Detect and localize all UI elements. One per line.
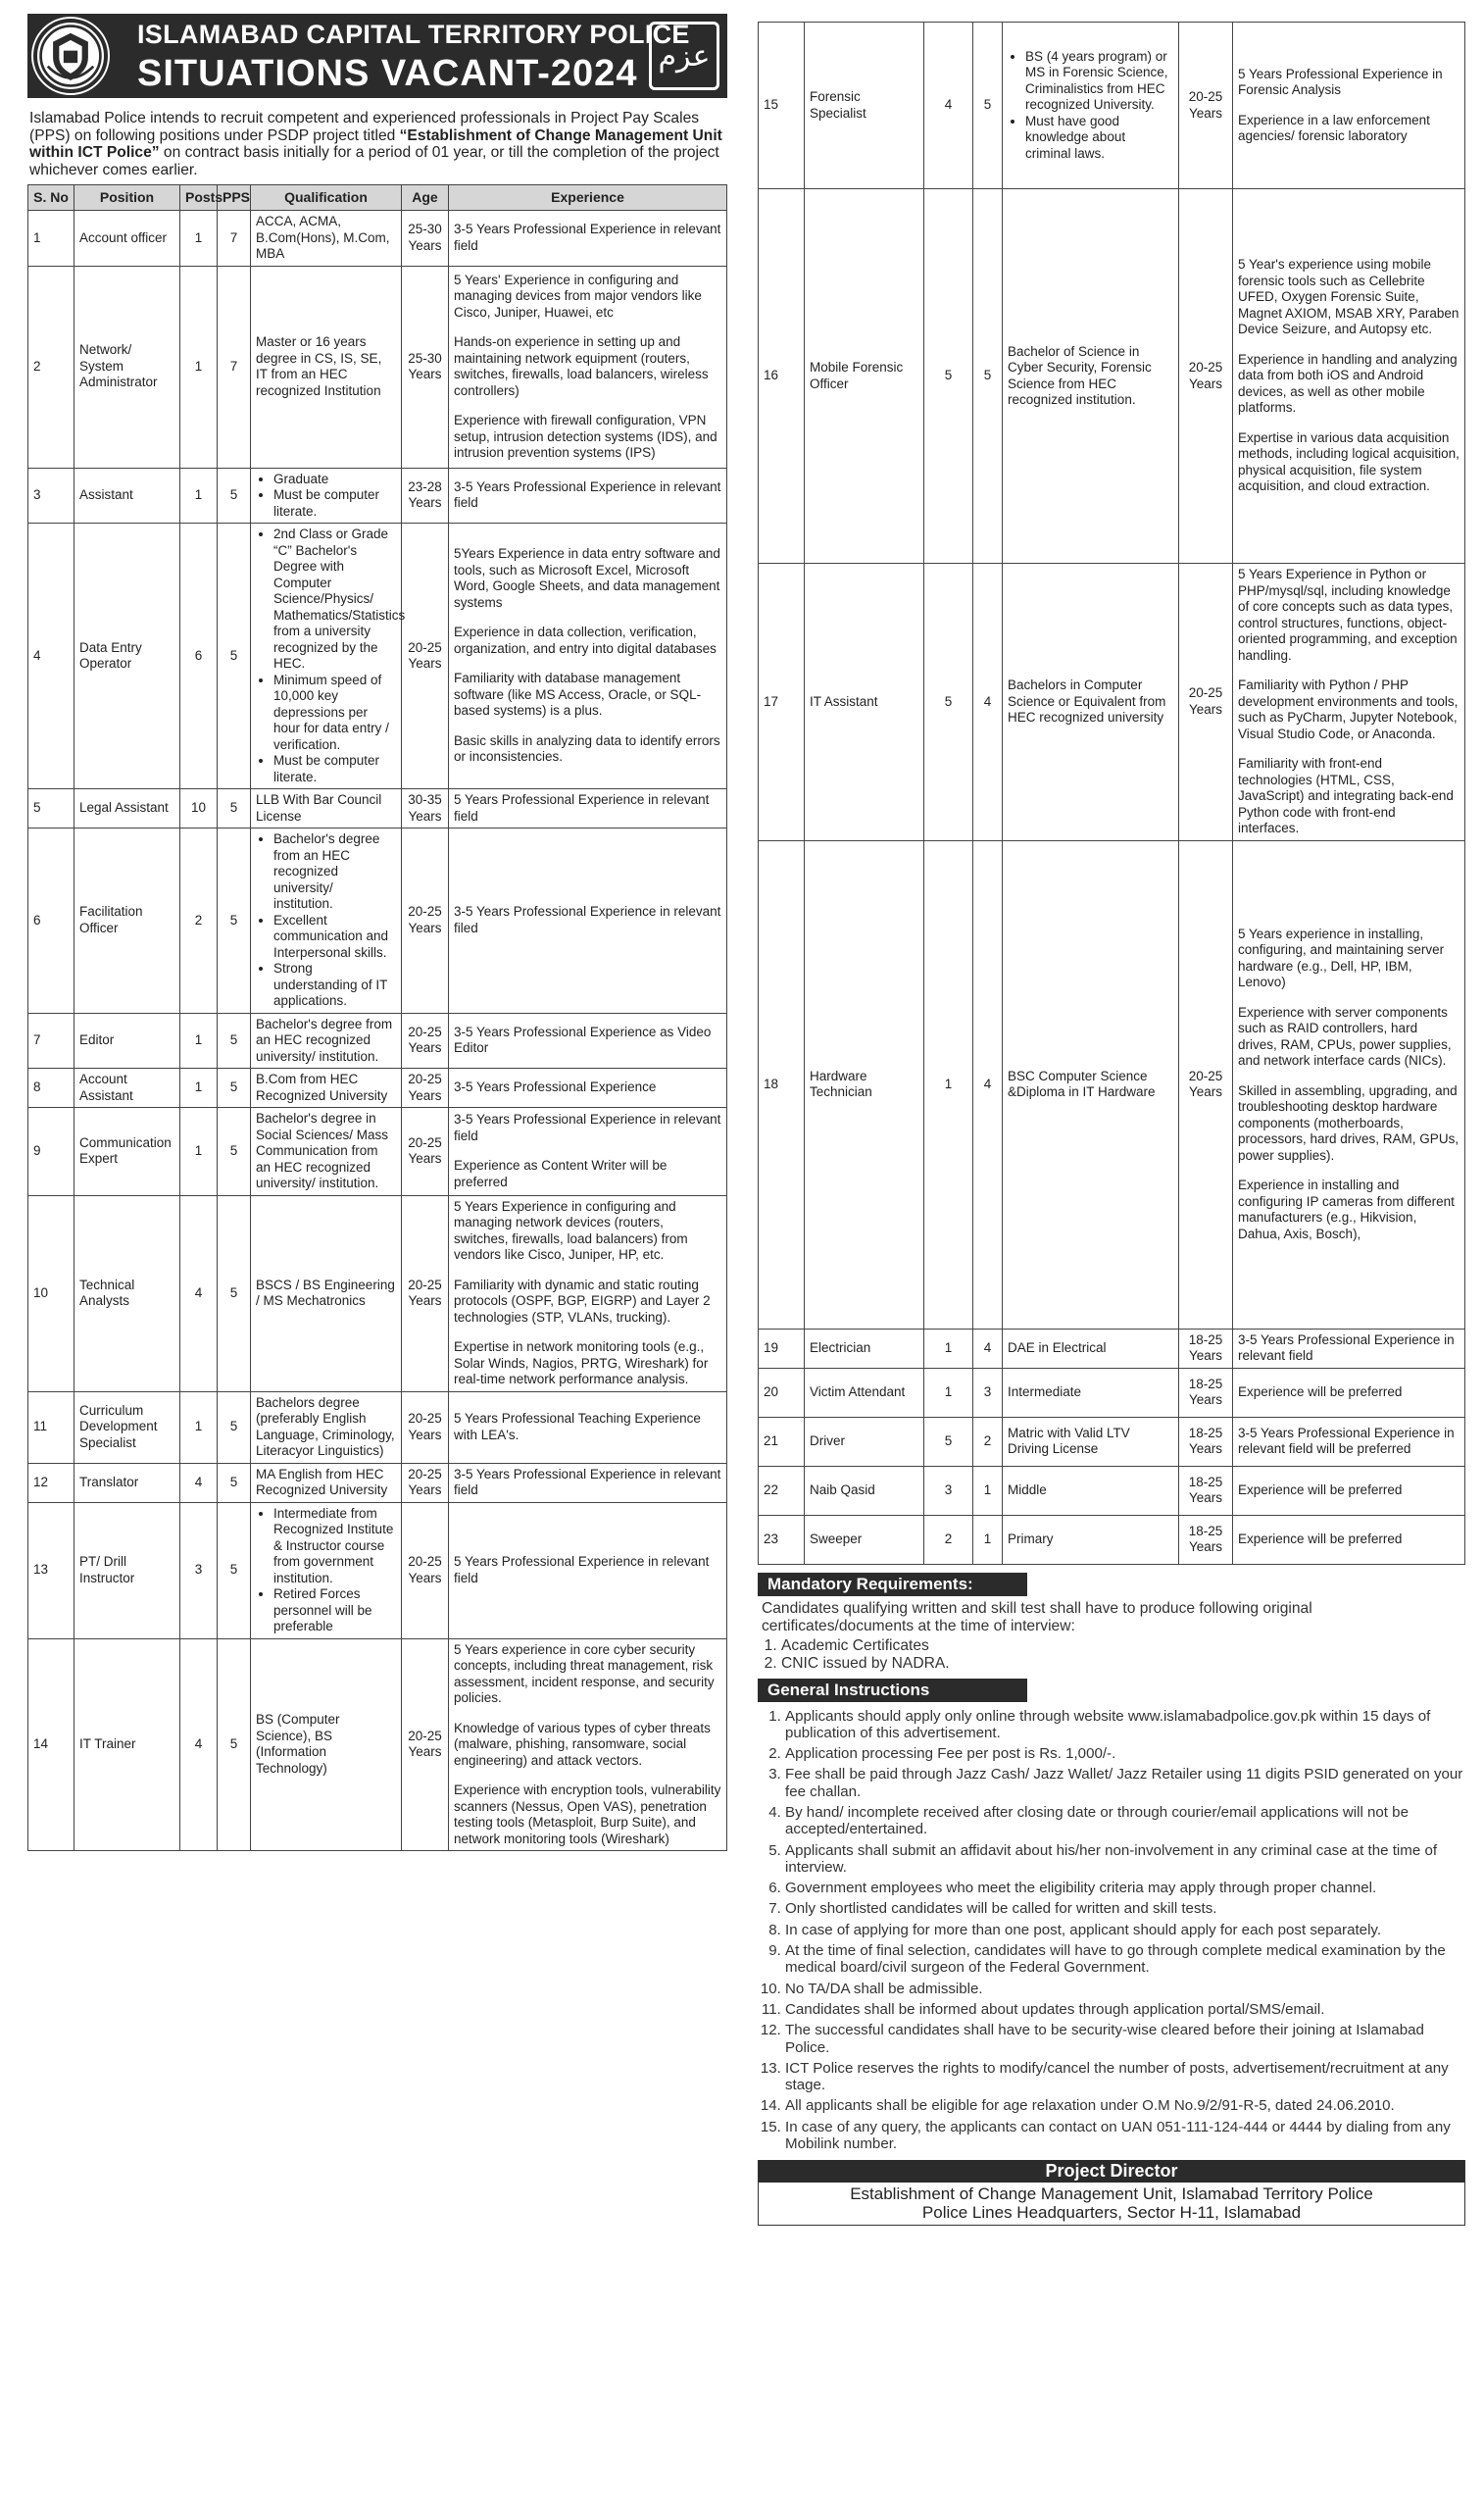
cell-sno: 22 [759,1466,805,1515]
general-title: General Instructions [758,1679,1027,1702]
header-subtitle: SITUATIONS VACANT-2024 [137,53,638,94]
cell-experience [449,266,727,468]
cell-experience [449,1463,727,1502]
instruction-item: 12. The successful candidates shall have to be security-wise cleared before their joining at Islamabad Police. [785,2022,1465,2056]
table-row [28,1463,727,1502]
cell-experience [1233,564,1465,841]
column-header: Posts [180,185,218,211]
table-row [28,1391,727,1463]
cell-position: Sweeper [805,1515,924,1564]
table-row [28,524,727,789]
experience-paragraph: 3-5 Years Professional Experience as Video Editor [454,1024,712,1056]
cell-pps: 1 [973,1515,1003,1564]
footer-block [758,2160,1465,2226]
cell-qualification: Bachelor of Science in Cyber Security, Forensic Science from HEC recognized institution. [1003,189,1179,564]
table-row [759,1515,1465,1564]
instruction-item: 3. Fee shall be paid through Jazz Cash/ Jazz Wallet/ Jazz Retailer using 11 digits PSID generated on your fee challan. [785,1766,1465,1800]
cell-posts: 5 [924,1417,973,1466]
cell-posts: 2 [180,828,218,1014]
cell-position: Data Entry Operator [74,524,180,789]
qualification-item: • Must be computer literate. [273,487,396,520]
cell-posts: 5 [924,564,973,841]
column-header: S. No [28,185,74,211]
cell-age: 23-28 Years [402,468,449,524]
cell-experience [449,789,727,828]
experience-paragraph: Experience will be preferred [1238,1531,1403,1546]
instruction-item: 14. All applicants shall be eligible for age relaxation under O.M No.9/2/91-R-5, dated 24.06.2010. [785,2097,1465,2114]
cell-posts: 1 [180,468,218,524]
instruction-item: 4. By hand/ incomplete received after closing date or through courier/email applications will not be accepted/entertained. [785,1804,1465,1838]
instruction-item: 7. Only shortlisted candidates will be called for written and skill tests. [785,1900,1465,1917]
header-banner [27,14,727,98]
qualification-list [256,472,396,521]
general-instructions [758,1702,1465,2153]
cell-position: IT Trainer [74,1638,180,1851]
table-row [28,1638,727,1851]
column-header: Qualification [251,185,402,211]
experience-paragraph: Familiarity with Python / PHP development environments and tools, such as PyCharm, Jupyter Notebook, Visual Studio Code, or Anaconda. [1238,678,1459,741]
table-row [759,840,1465,1329]
qualification-item: • Minimum speed of 10,000 key depressions per hour for data entry / verification. [273,673,396,754]
cell-qualification: Bachelors degree (preferably English Language, Criminology, Literacyor Linguistics) [251,1391,402,1463]
cell-position: Forensic Specialist [805,23,924,189]
cell-qualification: Primary [1003,1515,1179,1564]
cell-pps: 5 [973,23,1003,189]
experience-paragraph: Experience in data collection, verification, organization, and entry into digital databases [454,625,717,656]
experience-paragraph: 3-5 Years Professional Experience in relevant field [454,1112,721,1143]
cell-posts: 2 [924,1515,973,1564]
cell-sno: 5 [28,789,74,828]
cell-sno: 12 [28,1463,74,1502]
cell-posts: 1 [180,1391,218,1463]
experience-paragraph: Familiarity with front-end technologies (HTML, CSS, JavaScript) and integrating back-end Python code with front-end interfaces. [1238,756,1454,835]
table-row [28,1195,727,1391]
cell-age: 20-25 Years [402,1108,449,1196]
cell-age: 25-30 Years [402,266,449,468]
qualification-item: • Excellent communication and Interpersonal skills. [273,913,396,962]
cell-posts: 4 [180,1463,218,1502]
cell-pps: 5 [218,1108,251,1196]
footer-line-2: Police Lines Headquarters, Sector H-11, Islamabad [921,2203,1302,2223]
cell-experience [449,1391,727,1463]
experience-paragraph: Basic skills in analyzing data to identify errors or inconsistencies. [454,732,720,765]
cell-experience [1233,1515,1465,1564]
cell-position: Account Assistant [74,1069,180,1108]
table-row [28,266,727,468]
cell-position: Translator [74,1463,180,1502]
cell-qualification: Bachelor's degree in Social Sciences/ Mass Communication from an HEC recognized university/ institution. [251,1108,402,1196]
cell-posts: 1 [180,211,218,267]
cell-sno: 14 [28,1638,74,1851]
experience-paragraph: Experience as Content Writer will be preferred [454,1158,668,1189]
mandatory-item: 1. Academic Certificates [781,1637,1461,1655]
experience-paragraph: Skilled in assembling, upgrading, and troubleshooting desktop hardware components (motherboards, processors, hard drives, RAM, GPUs, power supplies). [1238,1082,1459,1163]
table-row [759,1417,1465,1466]
experience-paragraph: 3-5 Years Professional Experience in relevant field [454,478,721,511]
cell-pps: 3 [973,1368,1003,1417]
cell-pps: 7 [218,266,251,468]
qualification-item: • BS (4 years program) or MS in Forensic Science, Criminalistics from HEC recognized University. [1025,49,1173,114]
cell-experience [1233,23,1465,189]
table-row [759,1368,1465,1417]
cell-pps: 5 [218,1638,251,1851]
cell-qualification: ACCA, ACMA, B.Com(Hons), M.Com, MBA [251,211,402,267]
cell-posts: 1 [180,1013,218,1069]
column-header: PPS [218,185,251,211]
experience-paragraph: 5 Years Experience in Python or PHP/mysql/sql, including knowledge of core concepts such as data types, control structures, functions, object-oriented programming, and exception handling. [1238,567,1458,663]
cell-position: Mobile Forensic Officer [805,189,924,564]
cell-experience [449,211,727,267]
cell-qualification: BSCS / BS Engineering / MS Mechatronics [251,1195,402,1391]
cell-pps: 5 [218,1195,251,1391]
table-row [28,1069,727,1108]
intro-text-2: on contract basis initially for a period of 01 year, or till the completion of the project whichever comes earlier. [29,144,719,178]
cell-pps: 5 [973,189,1003,564]
column-header: Experience [449,185,727,211]
cell-pps: 5 [218,1463,251,1502]
table-row [28,1108,727,1196]
cell-pps: 4 [973,840,1003,1329]
mandatory-list [762,1637,1461,1673]
experience-paragraph: Knowledge of various types of cyber threats (malware, phishing, ransomware, social engineering) and attack vectors. [454,1720,711,1768]
cell-experience [449,1502,727,1638]
experience-paragraph: 3-5 Years Professional Experience in relevant field [454,1466,721,1497]
project-emblem: عزم [649,22,719,90]
right-column [758,22,1465,2226]
cell-experience [1233,189,1465,564]
qualification-list [1008,49,1173,163]
experience-paragraph: 5 Years experience in installing, configuring, and maintaining server hardware (e.g., Dell, HP, IBM, Lenovo) [1238,926,1445,990]
qualification-item: • Intermediate from Recognized Institute & Instructor course from government institution. [273,1506,396,1587]
instruction-item: 10. No TA/DA shall be admissible. [785,1981,1465,1997]
cell-qualification: BS (Computer Science), BS (Information Technology) [251,1638,402,1851]
cell-position: Victim Attendant [805,1368,924,1417]
cell-qualification: Bachelors in Computer Science or Equivalent from HEC recognized university [1003,564,1179,841]
cell-qualification: Matric with Valid LTV Driving License [1003,1417,1179,1466]
cell-sno: 7 [28,1013,74,1069]
experience-paragraph: 5 Years Experience in configuring and managing network devices (routers, switches, firewalls, load balancers) from vendors like Cisco, Juniper, HP, etc. [454,1198,688,1262]
cell-pps: 5 [218,1391,251,1463]
experience-paragraph: Expertise in network monitoring tools (e.g., Solar Winds, Nagios, PRTG, Wireshark) for real-time network performance analysis. [454,1339,709,1386]
table-row [28,1502,727,1638]
qualification-item: • Retired Forces personnel will be preferable [273,1586,396,1635]
cell-pps: 5 [218,1069,251,1108]
cell-age: 20-25 Years [402,1502,449,1638]
experience-paragraph: Experience in installing and configuring IP cameras from different manufacturers (e.g., Hikvision, Dahua, Axis, Bosch), [1238,1178,1455,1241]
cell-pps: 5 [218,789,251,828]
experience-paragraph: 5 Years Professional Experience in Forensic Analysis [1238,66,1443,97]
experience-paragraph: Experience with firewall configuration, VPN setup, intrusion detection systems (IDS), and intrusion prevention systems (IPS) [454,413,717,460]
cell-experience [449,1638,727,1851]
cell-age: 20-25 Years [1179,23,1233,189]
cell-sno: 15 [759,23,805,189]
cell-age: 20-25 Years [402,1463,449,1502]
cell-qualification: Middle [1003,1466,1179,1515]
cell-position: IT Assistant [805,564,924,841]
experience-paragraph: 3-5 Years Professional Experience in relevant field [454,222,721,253]
cell-posts: 1 [924,1329,973,1368]
cell-position: Legal Assistant [74,789,180,828]
cell-sno: 17 [759,564,805,841]
cell-posts: 1 [924,1368,973,1417]
experience-paragraph: 5 Years Professional Experience in relevant field [454,792,710,824]
experience-paragraph: Experience in handling and analyzing data from both iOS and Android devices, as well as other mobile platforms. [1238,351,1458,416]
instruction-item: 15. In case of any query, the applicants can contact on UAN 051-111-124-444 or 4444 by dialing from any Mobilink number. [785,2119,1465,2153]
cell-age: 18-25 Years [1179,1329,1233,1368]
experience-paragraph: 3-5 Years Professional Experience [454,1079,657,1095]
qualification-list [256,1506,396,1635]
cell-sno: 13 [28,1502,74,1638]
cell-qualification [251,468,402,524]
police-logo [33,19,108,93]
cell-pps: 4 [973,1329,1003,1368]
experience-paragraph: Familiarity with dynamic and static routing protocols (OSPF, BGP, EIGRP) and Layer 2 technologies (STP, VLANs, trucking). [454,1277,711,1325]
cell-pps: 1 [973,1466,1003,1515]
cell-sno: 2 [28,266,74,468]
experience-paragraph: 3-5 Years Professional Experience in relevant field will be preferred [1238,1425,1455,1456]
cell-age: 20-25 Years [402,1638,449,1851]
cell-sno: 23 [759,1515,805,1564]
qualification-item: • Must have good knowledge about criminal laws. [1025,114,1173,163]
cell-posts: 5 [924,189,973,564]
qualification-item: • Graduate [273,472,396,488]
cell-qualification [251,524,406,789]
cell-position: Naib Qasid [805,1466,924,1515]
cell-sno: 1 [28,211,74,267]
experience-paragraph: 5Years Experience in data entry software and tools, such as Microsoft Excel, Microsoft Word, Google Sheets, and data management systems [454,546,720,610]
cell-qualification: B.Com from HEC Recognized University [251,1069,402,1108]
cell-sno: 3 [28,468,74,524]
instruction-item: 8. In case of applying for more than one post, applicant should apply for each post separately. [785,1922,1465,1938]
cell-position: PT/ Drill Instructor [74,1502,180,1638]
cell-position: Assistant [74,468,180,524]
cell-qualification: LLB With Bar Council License [251,789,402,828]
cell-qualification [1003,23,1179,189]
cell-pps: 5 [218,468,251,524]
cell-pps: 5 [218,524,251,789]
cell-posts: 1 [180,1069,218,1108]
cell-posts: 1 [180,1108,218,1196]
cell-age: 20-25 Years [402,524,449,789]
cell-posts: 10 [180,789,218,828]
cell-experience [449,1108,727,1196]
cell-qualification: Intermediate [1003,1368,1179,1417]
cell-experience [449,1013,727,1069]
cell-posts: 4 [180,1195,218,1391]
cell-position: Curriculum Development Specialist [74,1391,180,1463]
cell-age: 20-25 Years [402,1195,449,1391]
cell-qualification [251,1502,402,1638]
jobs-table-left [27,184,727,1851]
intro-paragraph [29,110,727,178]
cell-sno: 20 [759,1368,805,1417]
cell-pps: 5 [218,828,251,1014]
cell-age: 20-25 Years [402,828,449,1014]
column-header: Age [402,185,449,211]
qualification-item: • 2nd Class or Grade “C” Bachelor's Degree with Computer Science/Physics/ Mathematics/Statistics from a university recognized by the HEC. [273,527,396,673]
cell-posts: 3 [180,1502,218,1638]
experience-paragraph: 5 Years experience in core cyber security concepts, including threat management, risk assessment, incident response, and security policies. [454,1641,715,1705]
cell-age: 20-25 Years [1179,189,1233,564]
cell-qualification: Master or 16 years degree in CS, IS, SE, IT from an HEC recognized Institution [251,266,402,468]
cell-experience [449,828,727,1014]
cell-posts: 6 [180,524,218,789]
experience-paragraph: 5 Year's experience using mobile forensic tools such as Cellebrite UFED, Oxygen Forensic Suite, Magnet AXIOM, MSAB XRY, Paraben Device Seizure, and Autopsy etc. [1238,257,1459,337]
instruction-item: 9. At the time of final selection, candidates will have to go through complete medical examination by the medical board/civil surgeon of the Federal Government. [785,1942,1465,1977]
cell-sno: 21 [759,1417,805,1466]
table-row [759,564,1465,841]
cell-position: Account officer [74,211,180,267]
experience-paragraph: Familiarity with database management software (like MS Access, Oracle, or SQL-based systems) is a plus. [454,671,702,719]
cell-pps: 2 [973,1417,1003,1466]
experience-paragraph: Experience will be preferred [1238,1481,1403,1497]
cell-age: 20-25 Years [1179,564,1233,841]
cell-age: 20-25 Years [1179,840,1233,1329]
experience-paragraph: 3-5 Years Professional Experience in relevant field [1238,1331,1455,1363]
experience-paragraph: 3-5 Years Professional Experience in relevant filed [454,904,721,935]
experience-paragraph: Hands-on experience in setting up and maintaining network equipment (routers, switches, firewalls, load balancers, wireless controllers) [454,334,709,398]
cell-position: Hardware Technician [805,840,924,1329]
cell-age: 18-25 Years [1179,1417,1233,1466]
qualification-list [256,831,396,1010]
jobs-table-right [758,22,1465,1565]
cell-pps: 5 [218,1013,251,1069]
cell-posts: 1 [924,840,973,1329]
cell-posts: 4 [924,23,973,189]
table-row [28,468,727,524]
cell-sno: 6 [28,828,74,1014]
experience-paragraph: 5 Years Professional Experience in relevant field [454,1554,710,1585]
mandatory-title: Mandatory Requirements: [758,1573,1027,1596]
qualification-list [256,527,406,785]
cell-pps: 5 [218,1502,251,1638]
cell-qualification [251,828,402,1014]
cell-position: Communication Expert [74,1108,180,1196]
cell-age: 18-25 Years [1179,1466,1233,1515]
table-row [759,189,1465,564]
experience-paragraph: 5 Years' Experience in configuring and managing devices from major vendors like Cisco, Juniper, Huawei, etc [454,272,702,320]
footer-title: Project Director [759,2160,1464,2183]
cell-sno: 10 [28,1195,74,1391]
table-row [28,828,727,1014]
general-list [762,1708,1465,2153]
cell-experience [1233,1368,1465,1417]
table-row [759,1329,1465,1368]
cell-sno: 18 [759,840,805,1329]
mandatory-section [758,1596,1465,1673]
instruction-item: 6. Government employees who meet the eligibility criteria may apply through proper channel. [785,1880,1465,1896]
cell-pps: 4 [973,564,1003,841]
cell-sno: 11 [28,1391,74,1463]
table-header [28,185,727,211]
intro-project-title: “Establishment of Change Management Unit within ICT Police” [29,126,722,161]
cell-experience [449,468,727,524]
table-row [28,211,727,267]
instruction-item: 5. Applicants shall submit an affidavit about his/her non-involvement in any criminal case at the time of interview. [785,1842,1465,1877]
experience-paragraph: 5 Years Professional Teaching Experience with LEA's. [454,1411,701,1442]
cell-experience [449,1069,727,1108]
table-row [759,1466,1465,1515]
intro-text-1: Islamabad Police intends to recruit competent and experienced professionals in Project Pay Scales (PPS) on following positions under PSDP project titled [29,110,700,144]
police-badge-icon [37,23,104,89]
cell-sno: 4 [28,524,74,789]
cell-experience [449,1195,727,1391]
cell-age: 18-25 Years [1179,1368,1233,1417]
cell-qualification: Bachelor's degree from an HEC recognized university/ institution. [251,1013,402,1069]
cell-experience [1233,1329,1465,1368]
cell-experience [449,524,727,789]
cell-age: 30-35 Years [402,789,449,828]
cell-qualification: MA English from HEC Recognized University [251,1463,402,1502]
cell-position: Network/ System Administrator [74,266,180,468]
cell-posts: 3 [924,1466,973,1515]
mandatory-text: Candidates qualifying written and skill test shall have to produce following original certificates/documents at the time of interview: [762,1599,1312,1634]
cell-position: Facilitation Officer [74,828,180,1014]
header-title: ISLAMABAD CAPITAL TERRITORY POLICE [137,20,690,49]
column-header: Position [74,185,180,211]
instruction-item: 11. Candidates shall be informed about updates through application portal/SMS/email. [785,2001,1465,2018]
cell-sno: 16 [759,189,805,564]
cell-experience [1233,1466,1465,1515]
cell-qualification: BSC Computer Science &Diploma in IT Hardware [1003,840,1179,1329]
instruction-item: 1. Applicants should apply only online through website www.islamabadpolice.gov.pk within 15 days of publication of this advertisement. [785,1708,1465,1742]
qualification-item: • Bachelor's degree from an HEC recognized university/ institution. [273,831,396,913]
cell-age: 20-25 Years [402,1391,449,1463]
cell-position: Electrician [805,1329,924,1368]
cell-pps: 7 [218,211,251,267]
experience-paragraph: Expertise in various data acquisition methods, including logical acquisition, physical acquisition, file system acquisition, and cloud extraction. [1238,429,1459,494]
cell-sno: 9 [28,1108,74,1196]
cell-age: 18-25 Years [1179,1515,1233,1564]
experience-paragraph: Experience with server components such as RAID controllers, hard drives, RAM, CPUs, power supplies, and network interface cards (NICs). [1238,1004,1452,1069]
cell-experience [1233,1417,1465,1466]
cell-posts: 4 [180,1638,218,1851]
cell-sno: 19 [759,1329,805,1368]
qualification-item: • Strong understanding of IT applications. [273,961,396,1010]
experience-paragraph: Experience in a law enforcement agencies/ forensic laboratory [1238,112,1430,143]
cell-position: Driver [805,1417,924,1466]
qualification-item: • Must be computer literate. [273,753,396,785]
cell-qualification: DAE in Electrical [1003,1329,1179,1368]
instruction-item: 13. ICT Police reserves the rights to modify/cancel the number of posts, advertisement/recruitment at any stage. [785,2060,1465,2094]
cell-sno: 8 [28,1069,74,1108]
cell-age: 20-25 Years [402,1013,449,1069]
cell-position: Editor [74,1013,180,1069]
left-column [27,14,727,1851]
table-row [759,23,1465,189]
mandatory-item: 2. CNIC issued by NADRA. [781,1655,1461,1673]
cell-posts: 1 [180,266,218,468]
cell-age: 20-25 Years [402,1069,449,1108]
instruction-item: 2. Application processing Fee per post is Rs. 1,000/-. [785,1745,1465,1762]
table-row [28,789,727,828]
cell-age: 25-30 Years [402,211,449,267]
cell-position: Technical Analysts [74,1195,180,1391]
cell-experience [1233,840,1465,1329]
experience-paragraph: Experience with encryption tools, vulnerability scanners (Nessus, Open VAS), penetration testing tools (Metasploit, Burp Suite), and network monitoring tools (Wireshark) [454,1782,721,1846]
experience-paragraph: Experience will be preferred [1238,1383,1403,1399]
footer-line-1: Establishment of Change Management Unit, Islamabad Territory Police [850,2184,1373,2204]
table-row [28,1013,727,1069]
